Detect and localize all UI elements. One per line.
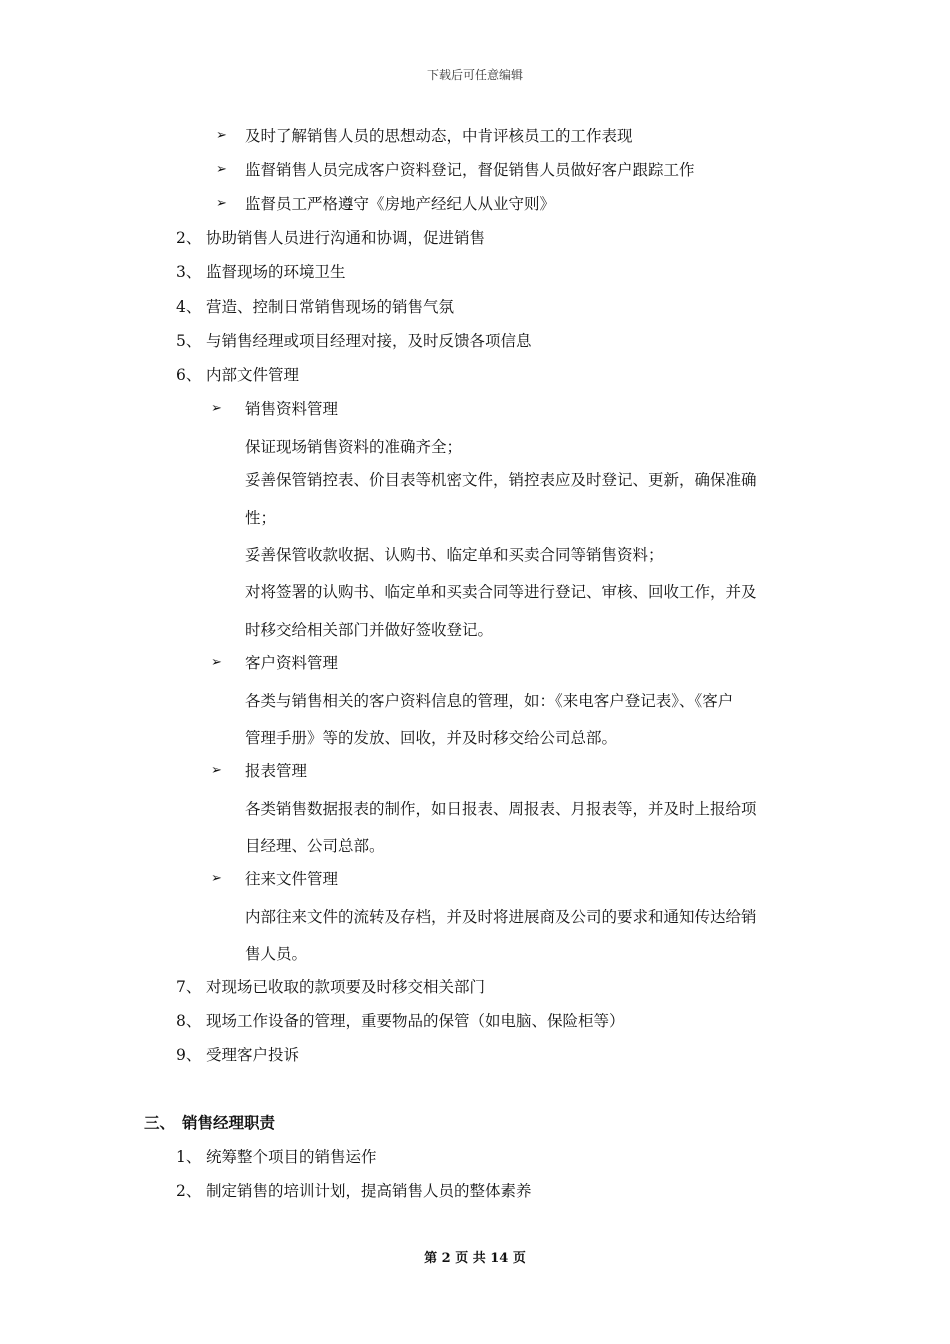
item-number: 3、 [176, 263, 202, 281]
subsection-title: 客户资料管理 [245, 654, 339, 672]
arrow-bullet-icon: ➢ [211, 763, 222, 778]
list-item [176, 297, 454, 317]
bullet-line: 监督员工严格遵守《房地产经纪人从业守则》 [245, 195, 556, 213]
item-text: 受理客户投诉 [206, 1046, 300, 1064]
paragraph-line: 性； [245, 509, 277, 527]
subsection-title: 销售资料管理 [245, 400, 339, 418]
arrow-bullet-icon: ➢ [216, 196, 227, 211]
paragraph-line: 管理手册》等的发放、回收，并及时移交给公司总部。 [245, 729, 618, 747]
bullet-line: 及时了解销售人员的思想动态，中肯评核员工的工作表现 [245, 127, 633, 145]
list-item [176, 331, 532, 351]
list-item [176, 228, 485, 248]
paragraph-line: 售人员。 [245, 945, 308, 963]
paragraph-line: 对将签署的认购书、临定单和买卖合同等进行登记、审核、回收工作，并及 [245, 583, 757, 601]
section-title: 销售经理职责 [182, 1113, 276, 1132]
paragraph-line: 妥善保管销控表、价目表等机密文件，销控表应及时登记、更新，确保准确 [245, 471, 757, 489]
arrow-bullet-icon: ➢ [216, 128, 227, 143]
item-number: 4、 [176, 298, 202, 316]
paragraph-line: 妥善保管收款收据、认购书、临定单和买卖合同等销售资料； [245, 546, 664, 564]
bullet-line: 监督销售人员完成客户资料登记，督促销售人员做好客户跟踪工作 [245, 161, 695, 179]
list-item [176, 1181, 532, 1201]
paragraph-line: 各类销售数据报表的制作，如日报表、周报表、月报表等，并及时上报给项 [245, 800, 757, 818]
item-text: 监督现场的环境卫生 [206, 263, 346, 281]
paragraph-line: 保证现场销售资料的准确齐全； [245, 438, 463, 456]
item-text: 营造、控制日常销售现场的销售气氛 [206, 298, 455, 316]
paragraph-line: 时移交给相关部门并做好签收登记。 [245, 621, 494, 639]
section-heading [144, 1113, 275, 1133]
arrow-bullet-icon: ➢ [216, 162, 227, 177]
item-number: 8、 [176, 1012, 202, 1030]
subsection-title: 报表管理 [245, 762, 308, 780]
list-item [176, 977, 485, 997]
item-number: 2、 [176, 229, 202, 247]
item-number: 6、 [176, 366, 202, 384]
page-header: 下载后可任意编辑 [426, 68, 523, 82]
item-number: 1、 [176, 1148, 202, 1166]
arrow-bullet-icon: ➢ [211, 655, 222, 670]
item-text: 现场工作设备的管理，重要物品的保管（如电脑、保险柜等） [206, 1012, 625, 1030]
paragraph-line: 各类与销售相关的客户资料信息的管理，如：《来电客户登记表》、《客户 [245, 692, 734, 710]
list-item [176, 1147, 377, 1167]
arrow-bullet-icon: ➢ [211, 401, 222, 416]
list-item [176, 262, 346, 282]
item-text: 对现场已收取的款项要及时移交相关部门 [206, 978, 486, 996]
item-text: 与销售经理或项目经理对接，及时反馈各项信息 [206, 332, 532, 350]
item-number: 5、 [176, 332, 202, 350]
item-number: 9、 [176, 1046, 202, 1064]
item-text: 内部文件管理 [206, 366, 300, 384]
paragraph-line: 目经理、公司总部。 [245, 837, 385, 855]
item-text: 制定销售的培训计划，提高销售人员的整体素养 [206, 1182, 532, 1200]
item-number: 7、 [176, 978, 202, 996]
subsection-title: 往来文件管理 [245, 870, 339, 888]
page-footer: 第 2 页 共 14 页 [424, 1251, 526, 1266]
arrow-bullet-icon: ➢ [211, 871, 222, 886]
item-text: 协助销售人员进行沟通和协调，促进销售 [206, 229, 486, 247]
list-item [176, 1011, 625, 1031]
item-text: 统筹整个项目的销售运作 [206, 1148, 377, 1166]
paragraph-line: 内部往来文件的流转及存档，并及时将进展商及公司的要求和通知传达给销 [245, 908, 757, 926]
list-item [176, 1045, 299, 1065]
item-number: 2、 [176, 1182, 202, 1200]
section-number: 三、 [144, 1113, 176, 1132]
list-item [176, 365, 299, 385]
